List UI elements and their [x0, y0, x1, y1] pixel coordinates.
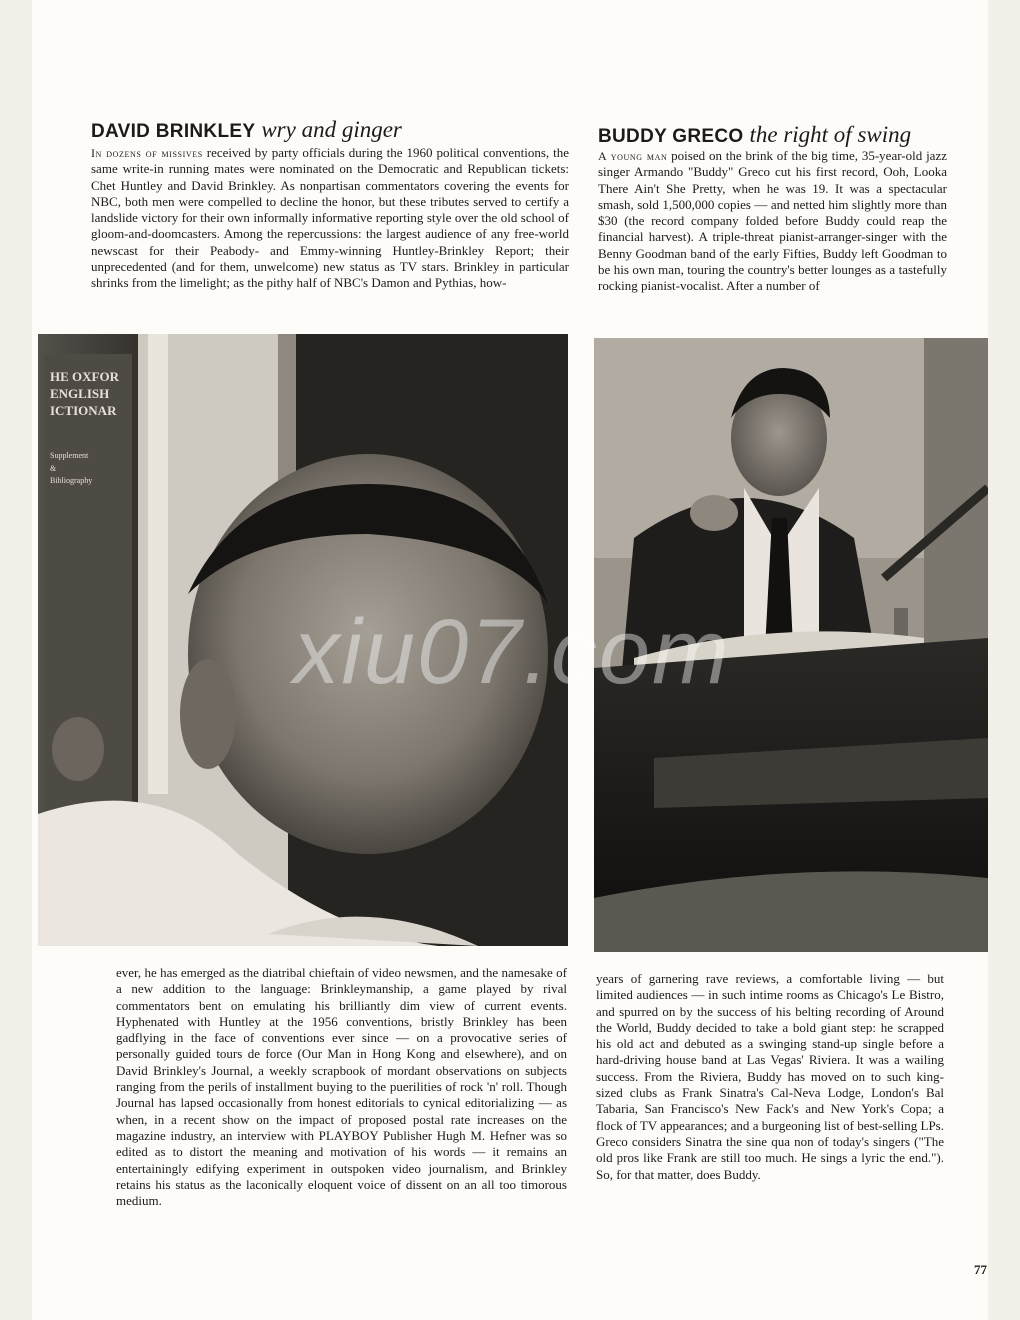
book-spine-line-3: ICTIONAR: [50, 403, 117, 418]
greco-photo: [594, 338, 988, 952]
brinkley-heading: [91, 118, 402, 141]
page-number: 77: [974, 1262, 987, 1277]
book-spine-line-4: Supplement: [50, 451, 89, 460]
brinkley-text-top: [91, 145, 569, 335]
brinkley-bottom-body: ever, he has emerged as the diatribal chieftain of video newsmen, and the namesake of a new addition to the language: Brinkleymanship, a game played by rival commentators bent on emulating his brilliantly dim view of current events. Hyphenated with Huntley at the 1956 conventions, bristly Brinkley has been gadflying in the face of conventions ever since — on a provocative series of personally guided tours de force (Our Man in Hong Kong and elsewhere), and on David Brinkley's Journal, a weekly scrapbook of mordant observations on subjects ranging from the perils of installment buying to the puerilities of rock 'n' roll. Though Journal has lapsed occasionally from honest editorials to cynical editorializing — as when, in a recent show on the impact of proposed postal rate increases on the magazine industry, an interview with PLAYBOY Publisher Hugh M. Hefner was so edited as to distort the meaning and motivation of his words — it remains an entertainingly edifying experiment in outspoken video journalism, and Brinkley retains his status as the laconically eloquent voice of dissent on an all too timorous medium.: [116, 965, 567, 1209]
greco-top-body: poised on the brink of the big time, 35-year-old jazz singer Armando "Buddy" Greco cut his first record, Ooh, Looka There Ain't She Pretty, when he was 19. It was a spectacular smash, sold 1,500,000 copies — and netted him slightly more than $30 (the record company folded before Buddy could reap the financial harvest). A triple-threat pianist-arranger-singer with the Benny Goodman band of the early Fifties, Buddy left Goodman to be his own man, touring the country's better lounges as a tastefully rocking pianist-vocalist. After a number of: [598, 148, 947, 294]
greco-lead: A young man: [598, 149, 668, 163]
greco-text-bottom: [596, 971, 944, 1241]
book-spine-line-1: HE OXFOR: [50, 369, 119, 384]
greco-text-top: [598, 148, 947, 334]
book-spine-line-5: &: [50, 464, 57, 473]
magazine-page: [32, 0, 988, 1320]
brinkley-photo: [38, 334, 568, 946]
greco-tagline: the right of swing: [749, 122, 912, 147]
brinkley-name: DAVID BRINKLEY: [91, 121, 256, 142]
greco-bottom-body: years of garnering rave reviews, a comfortable living — but limited audiences — in such intime rooms as Chicago's Le Bistro, and spurred on by the success of his belting recording of Around the World, Buddy decided to take a bold giant step: he scrapped his old act and debuted as a swinging stand-up single before a hard-driving house band at Las Vegas' Riviera. It was a wailing success. From the Riviera, Buddy has moved on to such king-sized clubs as Frank Sinatra's Cal-Neva Lodge, London's Bal Tabaria, San Francisco's New Fack's and New York's Copa; a flock of TV appearances; and a burgeoning list of best-selling LPs. Greco considers Sinatra the sine qua non of today's singers ("The old pros like Frank are still too much. He sings a lyric the end."). So, for that matter, does Buddy.: [596, 971, 944, 1182]
brinkley-tagline: wry and ginger: [261, 117, 402, 142]
watermark: xiu07.com: [293, 601, 731, 703]
book-spine-text: [50, 368, 134, 487]
brinkley-top-body: received by party officials during the 1960 political conventions, the same write-in running mates were nominated on the Democratic and Republican tickets: Chet Huntley and David Brinkley. As nonpartisan commentators covering the events for NBC, both men were compelled to decline the honor, but these tributes served to certify a landslide victory for their own informally informative reporting style over the old school of gloom-and-doomcasters. Among the repercussions: the largest audience of any free-world newscast for their Peabody- and Emmy-winning Huntley-Brinkley Report; their unprecedented (and for them, unwelcome) new status as TV stars. Brinkley in particular shrinks from the limelight; as the pithy half of NBC's Damon and Pythias, how-: [91, 145, 569, 291]
greco-name: BUDDY GRECO: [598, 126, 744, 147]
brinkley-text-bottom: [116, 965, 567, 1241]
brinkley-lead: In dozens of missives: [91, 146, 203, 160]
book-spine-line-6: Bibliography: [50, 476, 93, 485]
book-spine-line-2: ENGLISH: [50, 386, 110, 401]
greco-heading: [598, 123, 911, 146]
